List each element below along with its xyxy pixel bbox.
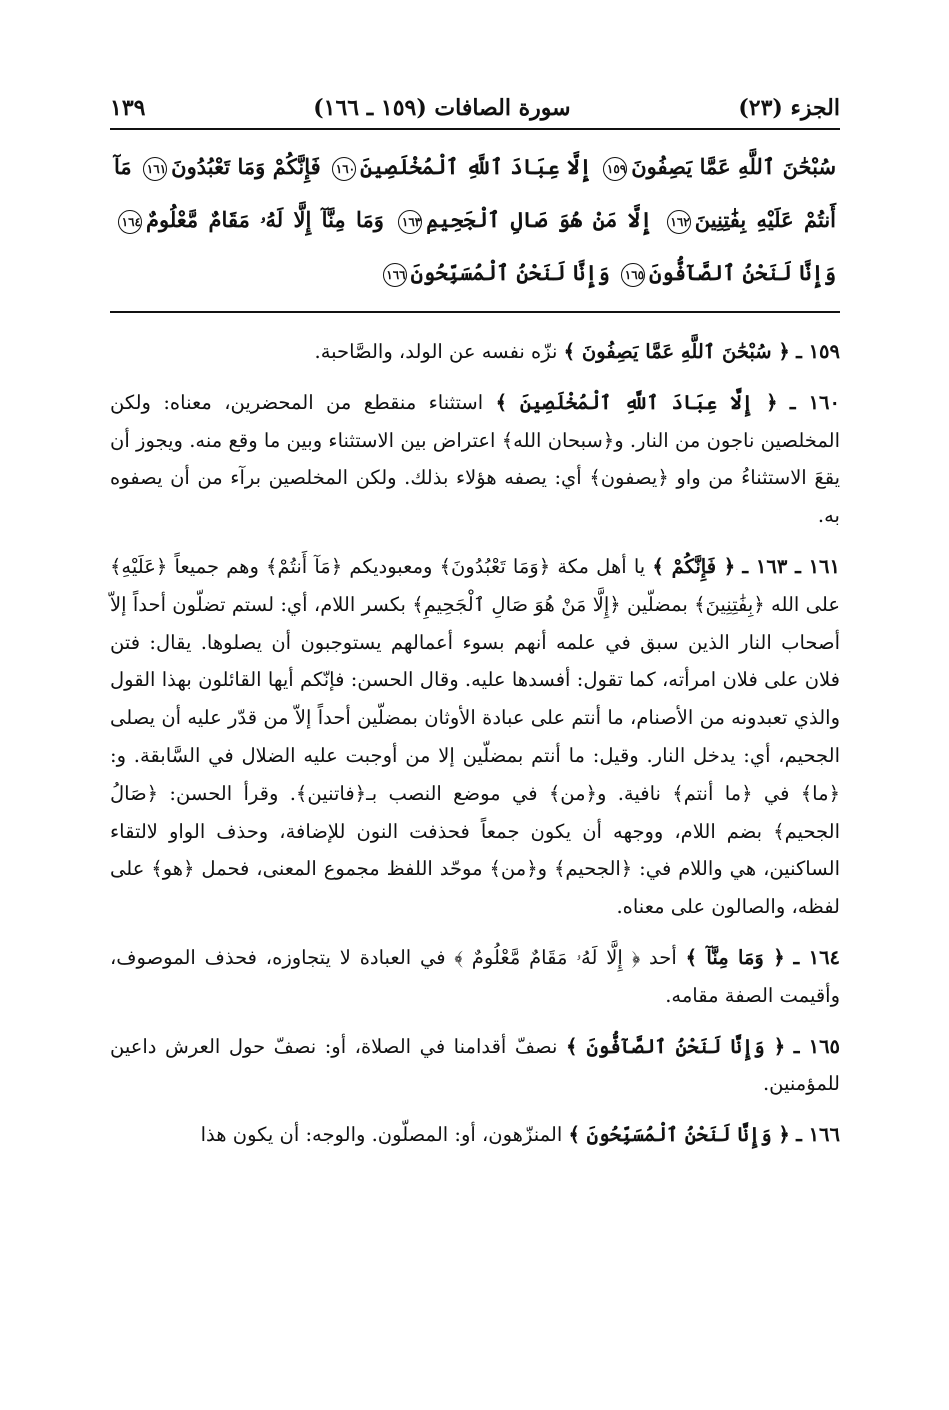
commentary-paragraph: [110, 939, 840, 1015]
verse-number: ١٥٩ ـ: [796, 340, 840, 363]
commentary-text: نصفّ أقدامنا في الصلاة، أو: نصفّ حول العرش داعين للمؤمنين.: [110, 1034, 840, 1096]
ayah: [617, 260, 836, 285]
page-number: ١٣٩: [110, 95, 146, 121]
verse-number: ١٦٤ ـ: [793, 945, 841, 969]
ayah-number-icon: ١٦٤: [118, 210, 142, 234]
quoted-verse: ﴿ وَإِنَّا لَنَحْنُ ٱلْمُسَبِّحُونَ ﴾: [568, 1123, 790, 1147]
part-label: الجزء (٢٣): [738, 95, 840, 121]
commentary-text: استثناء منقطع من المحضرين، معناه: ولكن المخلصين ناجون من النار. و﴿سبحان الله﴾ اعتراض بين الاستثناء وبين ما وقع منه. ويجوز أن يقعَ الاستثناءُ من واو ﴿يصفون﴾ أي: يصفه هؤلاء بذلك. ولكن المخلصين برآء من أن يصفوه به.: [110, 390, 840, 528]
quoted-verse: ﴿ وَإِنَّا لَنَحْنُ ٱلصَّآفُّونَ ﴾: [565, 1034, 786, 1058]
commentary-text: نزّه نفسه عن الولد، والصَّاحبة.: [314, 340, 558, 363]
ayah: [599, 154, 836, 179]
page: [110, 88, 840, 1167]
ayah-number-icon: ١٦٣: [398, 210, 422, 234]
ayah: [379, 260, 610, 285]
surah-title: سورة الصافات (١٥٩ ـ ١٦٦): [313, 95, 571, 121]
commentary-text: يا أهل مكة ﴿وَمَا تَعْبُدُونَ﴾ ومعبوديكم ﴿مَآ أَنتُمْ﴾ وهم جميعاً ﴿عَلَيْهِ﴾ على الله ﴿بِفَٰتِنِينَ﴾ بمضلّين ﴿إِلَّا مَنْ هُوَ صَالِ ٱلْجَحِيمِ﴾ بكسر اللام، أي: لستم تضلّون أحداً إلاّ أصحاب النار الذين سبق في علمه أنهم بسوء أعمالهم يستوجبون أن يصلوها. يقال: فتن فلان على فلان امرأته، كما تقول: أفسدها عليه. وقال الحسن: فإنّكم أيها القائلون بهذا القول والذي تعبدونه من الأصنام، ما أنتم على عبادة الأوثان بمضلّين أحداً إلاّ من قدّر عليه أن يصلى الجحيم، أي: يدخل النار. وقيل: ما أنتم بمضلّين إلا من أوجبت عليه الضلال في السَّابقة. و: ﴿ما﴾ في ﴿ما أنتم﴾ نافية. و﴿من﴾ في موضع النصب بـ﴿فاتنين﴾. وقرأ الحسن: ﴿صَالُ الجحيم﴾ بضم اللام، ووجهه أن يكون جمعاً فحذفت النون للإضافة، وحذف الواو لالتقاء الساكنين، هي واللام في: ﴿الجحيم﴾ و﴿من﴾ موحّد اللفظ مجموع المعنى، فحمل ﴿هو﴾ على لفظه، والصالون على معناه.: [110, 554, 840, 919]
quoted-verse: ﴿ فَإِنَّكُمْ ﴾: [652, 554, 736, 578]
verse-number: ١٦١ ـ ١٦٣ ـ: [742, 554, 840, 578]
verse-number: ١٦٥ ـ: [793, 1034, 841, 1058]
commentary-text: المنزّهون، أو: المصلّون. والوجه: أن يكون هذا: [200, 1123, 563, 1147]
verse-number: ١٦٦ ـ: [796, 1123, 840, 1147]
quoted-verse: ﴿ وَمَا مِنَّآ ﴾: [685, 945, 785, 969]
ayah: [328, 154, 592, 179]
commentary-section: [110, 313, 840, 1154]
ayah-text: وَإِنَّا لَنَحْنُ ٱلصَّآفُّونَ: [649, 260, 836, 285]
commentary-paragraph: [110, 333, 840, 371]
running-header: [110, 88, 840, 128]
ayah-number-icon: ١٦٠: [332, 157, 356, 181]
ayah-text: مَآ أَنتُمْ عَلَيْهِ بِفَٰتِنِينَ: [114, 154, 837, 232]
quran-text-block: [110, 130, 840, 311]
ayah-number-icon: ١٥٩: [603, 157, 627, 181]
verse-number: ١٦٠ ـ: [789, 390, 840, 414]
ayah-text: سُبْحَٰنَ ٱللَّهِ عَمَّا يَصِفُونَ: [631, 154, 837, 179]
ayah-number-icon: ١٦٢: [667, 210, 691, 234]
commentary-paragraph: [110, 384, 840, 535]
commentary-text: أحد ﴿ إِلَّا لَهُۥ مَقَامٌ مَّعْلُومٌ ﴾ في العبادة لا يتجاوزه، فحذف الموصوف، وأقيمت الصفة مقامه.: [110, 945, 840, 1007]
ayah: [394, 207, 652, 232]
commentary-paragraph: [110, 548, 840, 926]
quoted-verse: ﴿ سُبْحَٰنَ ٱللَّهِ عَمَّا يَصِفُونَ ﴾: [563, 340, 790, 363]
ayah-text: وَمَا مِنَّآ إِلَّا لَهُۥ مَقَامٌ مَّعْلُومٌ: [146, 207, 384, 232]
commentary-paragraph: [110, 1028, 840, 1104]
ayah-text: فَإِنَّكُمْ وَمَا تَعْبُدُونَ: [171, 154, 321, 179]
ayah: [139, 154, 321, 179]
ayah-text: إِلَّا عِبَادَ ٱللَّهِ ٱلْمُخْلَصِينَ: [360, 154, 592, 179]
ayah-number-icon: ١٦١: [143, 157, 167, 181]
quoted-verse: ﴿ إِلَّا عِبَادَ ٱللَّهِ ٱلْمُخْلَصِينَ ﴾: [495, 390, 778, 414]
ayah-text: إِلَّا مَنْ هُوَ صَالِ ٱلْجَحِيمِ: [426, 207, 653, 232]
commentary-paragraph: [110, 1116, 840, 1154]
ayah-number-icon: ١٦٦: [383, 263, 407, 287]
ayah: [114, 207, 384, 232]
ayah-number-icon: ١٦٥: [621, 263, 645, 287]
ayah-text: وَإِنَّا لَنَحْنُ ٱلْمُسَبِّحُونَ: [410, 260, 610, 285]
